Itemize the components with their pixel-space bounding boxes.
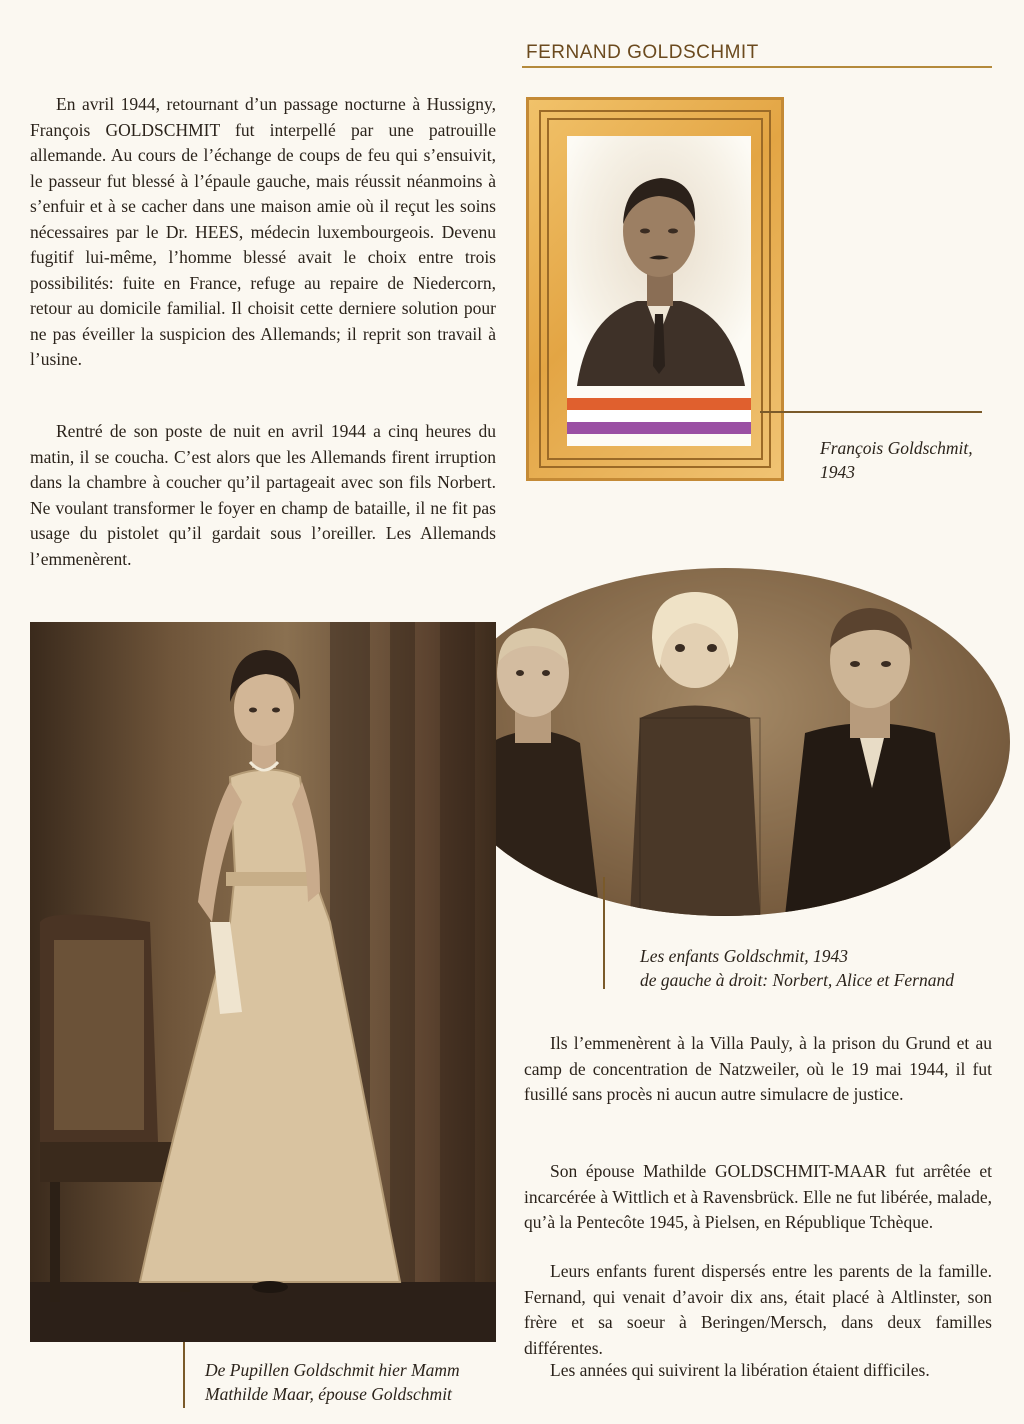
francois-portrait-image [567, 136, 751, 446]
paragraph-spouse: Son épouse Mathilde GOLDSCHMIT-MAAR fut arrêtée et incarcérée à Wittlich et à Ravensbrück. Elle ne fut libérée, malade, qu’à la Pentecôte 1945, à Pielsen, en République Tchèque. [524, 1161, 992, 1232]
francois-portrait-photo [567, 136, 751, 446]
mathilde-photo [30, 622, 496, 1342]
paragraph-arrest: En avril 1944, retournant d’un passage nocturne à Hussigny, François GOLDSCHMIT fut interpellé par une patrouille allemande. Au cours de l’échange de coups de feu qui s’ensuivit, le passeur fut blessé à l’épaule gauche, mais réussit néanmoins à s’enfuir et à se cacher dans une maison amie où il reçut les soins nécessaires par le Dr. HEES, médecin luxembourgeois. Devenu fugitif lui-même, l’homme blessé avait le choix entre trois possibilités: fuite en France, refuge au repaire de Niedercorn, retour au domicile familial. Il choisit cette derniere solution pour ne pas éveiller la suspicion des Allemands; il reprit son travail à l’usine. [30, 94, 496, 369]
caption-pointer-mathilde [183, 1342, 185, 1408]
caption-pointer-francois [760, 411, 982, 413]
paragraph-liberation: Les années qui suivirent la libération étaient difficiles. [550, 1360, 930, 1380]
caption-enfants-line2: de gauche à droit: Norbert, Alice et Fernand [640, 970, 954, 990]
caption-mathilde-line2: Mathilde Maar, épouse Goldschmit [205, 1384, 452, 1404]
caption-mathilde-line1: De Pupillen Goldschmit hier Mamm [205, 1360, 460, 1380]
caption-enfants [640, 944, 1010, 992]
caption-mathilde [205, 1358, 505, 1406]
paragraph-children: Leurs enfants furent dispersés entre les parents de la famille. Fernand, qui venait d’avoir dix ans, était placé à Altlinster, son frère et sa soeur à Beringen/Mersch, dans deux familles différentes. [524, 1261, 992, 1358]
portrait-frame [526, 97, 784, 481]
caption-pointer-enfants [603, 877, 605, 989]
header-rule [522, 66, 992, 68]
children-photo-image [440, 568, 1010, 916]
caption-enfants-line1: Les enfants Goldschmit, 1943 [640, 946, 849, 966]
caption-francois [820, 436, 1000, 484]
page-title: FERNAND GOLDSCHMIT [526, 42, 759, 63]
children-photo [440, 568, 1010, 916]
paragraph-execution: Ils l’emmenèrent à la Villa Pauly, à la prison du Grund et au camp de concentration de Natzweiler, où le 19 mai 1944, il fut fusillé sans procès ni aucun autre simulacre de justice. [524, 1033, 992, 1104]
caption-francois-line2: 1943 [820, 462, 855, 482]
paragraph-night: Rentré de son poste de nuit en avril 1944 a cinq heures du matin, il se coucha. C’est alors que les Allemands firent irruption dans la chambre à coucher qu’il partageait avec son fils Norbert. Ne voulant transformer le foyer en champ de bataille, il ne fit pas usage du pistolet qu’il gardait sous l’oreiller. Les Allemands l’emmenèrent. [30, 421, 496, 569]
mathilde-photo-image [30, 622, 496, 1342]
caption-francois-line1: François Goldschmit, [820, 438, 973, 458]
